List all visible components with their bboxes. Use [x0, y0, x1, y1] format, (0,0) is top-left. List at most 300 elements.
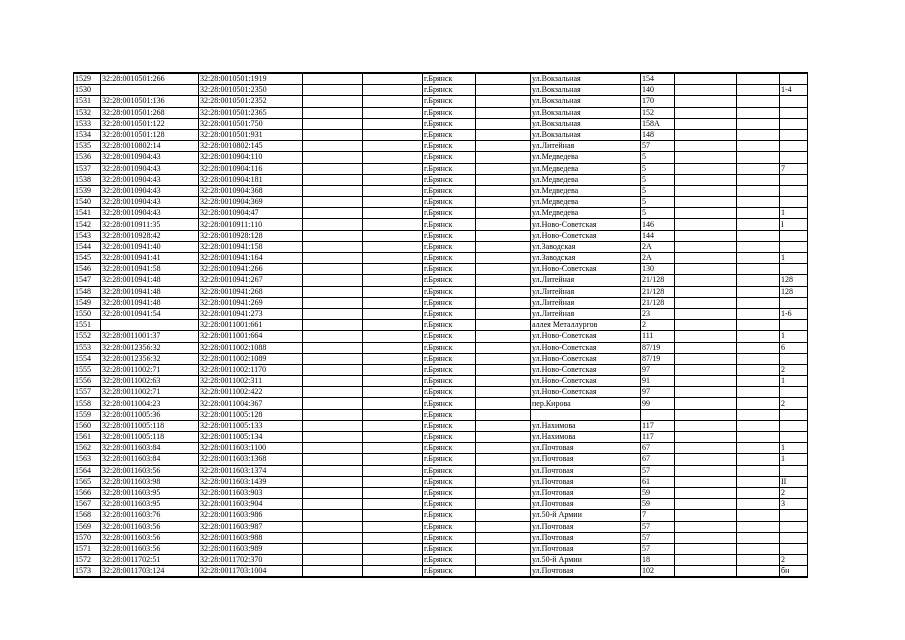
city-cell: г.Брянск	[423, 96, 476, 107]
city-cell: г.Брянск	[423, 85, 476, 96]
row-number-cell: 1554	[74, 353, 101, 364]
house-number-cell: 57	[641, 465, 675, 476]
blank-cell-e	[737, 342, 780, 353]
blank-cell-b	[363, 432, 423, 443]
table-row	[74, 241, 808, 252]
blank-cell-b	[363, 555, 423, 566]
table-row	[74, 420, 808, 431]
blank-cell-c	[476, 364, 531, 375]
blank-cell-b	[363, 286, 423, 297]
blank-cell-e	[737, 286, 780, 297]
table-row	[74, 476, 808, 487]
object-cadastral-number-cell: 32:28:0010928:128	[199, 230, 303, 241]
row-number-cell: 1547	[74, 275, 101, 286]
blank-cell-b	[363, 510, 423, 521]
blank-cell-d	[675, 454, 737, 465]
row-number-cell: 1552	[74, 331, 101, 342]
row-number-cell: 1559	[74, 409, 101, 420]
city-cell: г.Брянск	[423, 107, 476, 118]
blank-cell-e	[737, 465, 780, 476]
blank-cell-c	[476, 96, 531, 107]
table-row	[74, 185, 808, 196]
blank-cell-b	[363, 297, 423, 308]
city-cell: г.Брянск	[423, 454, 476, 465]
object-cadastral-number-cell: 32:28:0010941:266	[199, 264, 303, 275]
row-number-cell: 1567	[74, 499, 101, 510]
apartment-cell	[780, 118, 808, 129]
blank-cell-e	[737, 118, 780, 129]
table-row	[74, 465, 808, 476]
house-number-cell: 5	[641, 197, 675, 208]
table-row	[74, 230, 808, 241]
blank-cell-a	[303, 286, 363, 297]
blank-cell-b	[363, 521, 423, 532]
street-cell: ул.Медведева	[531, 197, 641, 208]
apartment-cell: 1-4	[780, 85, 808, 96]
land-cadastral-number-cell: 32:28:0011603:84	[101, 454, 199, 465]
city-cell: г.Брянск	[423, 398, 476, 409]
blank-cell-a	[303, 96, 363, 107]
row-number-cell: 1553	[74, 342, 101, 353]
street-cell: ул.Медведева	[531, 174, 641, 185]
land-cadastral-number-cell: 32:28:0010911:35	[101, 219, 199, 230]
blank-cell-d	[675, 141, 737, 152]
street-cell: ул.Вокзальная	[531, 107, 641, 118]
blank-cell-e	[737, 129, 780, 140]
land-cadastral-number-cell: 32:28:0011005:118	[101, 420, 199, 431]
row-number-cell: 1555	[74, 364, 101, 375]
blank-cell-b	[363, 185, 423, 196]
blank-cell-e	[737, 353, 780, 364]
blank-cell-e	[737, 253, 780, 264]
street-cell: ул.Почтовая	[531, 465, 641, 476]
house-number-cell: 2	[641, 320, 675, 331]
blank-cell-b	[363, 420, 423, 431]
blank-cell-c	[476, 73, 531, 85]
land-cadastral-number-cell: 32:28:0010941:54	[101, 308, 199, 319]
apartment-cell	[780, 129, 808, 140]
blank-cell-e	[737, 364, 780, 375]
row-number-cell: 1535	[74, 141, 101, 152]
land-cadastral-number-cell: 32:28:0010941:48	[101, 286, 199, 297]
table-row	[74, 141, 808, 152]
table-row	[74, 331, 808, 342]
object-cadastral-number-cell: 32:28:0011002:1170	[199, 364, 303, 375]
city-cell: г.Брянск	[423, 555, 476, 566]
object-cadastral-number-cell: 32:28:0011603:1368	[199, 454, 303, 465]
street-cell: ул.Почтовая	[531, 487, 641, 498]
blank-cell-a	[303, 253, 363, 264]
house-number-cell: 7	[641, 510, 675, 521]
object-cadastral-number-cell: 32:28:0010501:2365	[199, 107, 303, 118]
blank-cell-c	[476, 264, 531, 275]
apartment-cell: 1	[780, 376, 808, 387]
row-number-cell: 1529	[74, 73, 101, 85]
object-cadastral-number-cell: 32:28:0011002:1088	[199, 342, 303, 353]
blank-cell-d	[675, 197, 737, 208]
blank-cell-b	[363, 174, 423, 185]
street-cell: аллея Металлургов	[531, 320, 641, 331]
table-row	[74, 264, 808, 275]
street-cell: ул.Вокзальная	[531, 96, 641, 107]
table-row	[74, 376, 808, 387]
street-cell: ул.Почтовая	[531, 543, 641, 554]
object-cadastral-number-cell: 32:28:0010501:750	[199, 118, 303, 129]
apartment-cell	[780, 230, 808, 241]
apartment-cell	[780, 353, 808, 364]
apartment-cell: 128	[780, 286, 808, 297]
apartment-cell: 2	[780, 487, 808, 498]
blank-cell-d	[675, 420, 737, 431]
row-number-cell: 1551	[74, 320, 101, 331]
apartment-cell	[780, 241, 808, 252]
blank-cell-a	[303, 487, 363, 498]
house-number-cell: 158А	[641, 118, 675, 129]
table-row	[74, 129, 808, 140]
blank-cell-a	[303, 521, 363, 532]
row-number-cell: 1561	[74, 432, 101, 443]
row-number-cell: 1558	[74, 398, 101, 409]
table-row	[74, 208, 808, 219]
table-row	[74, 543, 808, 554]
object-cadastral-number-cell: 32:28:0011002:422	[199, 387, 303, 398]
apartment-cell	[780, 264, 808, 275]
city-cell: г.Брянск	[423, 73, 476, 85]
land-cadastral-number-cell: 32:28:0011005:118	[101, 432, 199, 443]
land-cadastral-number-cell: 32:28:0010941:58	[101, 264, 199, 275]
blank-cell-d	[675, 342, 737, 353]
city-cell: г.Брянск	[423, 230, 476, 241]
blank-cell-c	[476, 398, 531, 409]
blank-cell-c	[476, 230, 531, 241]
blank-cell-e	[737, 432, 780, 443]
blank-cell-b	[363, 320, 423, 331]
blank-cell-d	[675, 73, 737, 85]
blank-cell-e	[737, 409, 780, 420]
blank-cell-e	[737, 398, 780, 409]
street-cell: ул.Медведева	[531, 208, 641, 219]
blank-cell-a	[303, 219, 363, 230]
table-row	[74, 364, 808, 375]
table-row	[74, 555, 808, 566]
land-cadastral-number-cell: 32:28:0011603:98	[101, 476, 199, 487]
table-row	[74, 73, 808, 85]
table-row	[74, 107, 808, 118]
house-number-cell: 152	[641, 107, 675, 118]
street-cell: ул.Литейная	[531, 297, 641, 308]
blank-cell-d	[675, 85, 737, 96]
table-row	[74, 443, 808, 454]
blank-cell-d	[675, 152, 737, 163]
street-cell: ул.Почтовая	[531, 443, 641, 454]
apartment-cell: II	[780, 476, 808, 487]
blank-cell-a	[303, 387, 363, 398]
blank-cell-a	[303, 510, 363, 521]
city-cell: г.Брянск	[423, 308, 476, 319]
land-cadastral-number-cell: 32:28:0010904:43	[101, 152, 199, 163]
apartment-cell	[780, 73, 808, 85]
city-cell: г.Брянск	[423, 420, 476, 431]
blank-cell-c	[476, 141, 531, 152]
row-number-cell: 1548	[74, 286, 101, 297]
blank-cell-c	[476, 331, 531, 342]
street-cell: ул.Ново-Советская	[531, 342, 641, 353]
blank-cell-d	[675, 521, 737, 532]
city-cell: г.Брянск	[423, 342, 476, 353]
object-cadastral-number-cell: 32:28:0010904:116	[199, 163, 303, 174]
land-cadastral-number-cell: 32:28:0010941:41	[101, 253, 199, 264]
blank-cell-d	[675, 409, 737, 420]
row-number-cell: 1541	[74, 208, 101, 219]
city-cell: г.Брянск	[423, 566, 476, 578]
blank-cell-c	[476, 208, 531, 219]
city-cell: г.Брянск	[423, 264, 476, 275]
blank-cell-d	[675, 241, 737, 252]
street-cell: ул.Почтовая	[531, 566, 641, 578]
object-cadastral-number-cell: 32:28:0011001:664	[199, 331, 303, 342]
blank-cell-c	[476, 174, 531, 185]
table-row	[74, 320, 808, 331]
street-cell: ул.Медведева	[531, 185, 641, 196]
row-number-cell: 1545	[74, 253, 101, 264]
apartment-cell: 1	[780, 454, 808, 465]
blank-cell-e	[737, 85, 780, 96]
blank-cell-a	[303, 555, 363, 566]
blank-cell-b	[363, 163, 423, 174]
blank-cell-b	[363, 532, 423, 543]
blank-cell-d	[675, 476, 737, 487]
land-cadastral-number-cell: 32:28:0011603:56	[101, 521, 199, 532]
row-number-cell: 1573	[74, 566, 101, 578]
street-cell: ул.Почтовая	[531, 532, 641, 543]
row-number-cell: 1571	[74, 543, 101, 554]
city-cell: г.Брянск	[423, 510, 476, 521]
street-cell: ул.50-й Армии	[531, 510, 641, 521]
apartment-cell: бн	[780, 566, 808, 578]
land-cadastral-number-cell: 32:28:0011002:71	[101, 364, 199, 375]
blank-cell-a	[303, 499, 363, 510]
blank-cell-d	[675, 387, 737, 398]
row-number-cell: 1533	[74, 118, 101, 129]
street-cell: ул.Почтовая	[531, 521, 641, 532]
house-number-cell: 117	[641, 420, 675, 431]
blank-cell-d	[675, 510, 737, 521]
row-number-cell: 1544	[74, 241, 101, 252]
apartment-cell	[780, 107, 808, 118]
street-cell: ул.Литейная	[531, 275, 641, 286]
row-number-cell: 1549	[74, 297, 101, 308]
blank-cell-d	[675, 230, 737, 241]
blank-cell-c	[476, 297, 531, 308]
land-cadastral-number-cell: 32:28:0010904:43	[101, 197, 199, 208]
apartment-cell	[780, 465, 808, 476]
land-cadastral-number-cell: 32:28:0010904:43	[101, 185, 199, 196]
blank-cell-a	[303, 185, 363, 196]
blank-cell-a	[303, 73, 363, 85]
blank-cell-d	[675, 219, 737, 230]
blank-cell-d	[675, 398, 737, 409]
blank-cell-a	[303, 275, 363, 286]
blank-cell-a	[303, 331, 363, 342]
table-row	[74, 532, 808, 543]
city-cell: г.Брянск	[423, 118, 476, 129]
house-number-cell: 146	[641, 219, 675, 230]
street-cell: ул.Почтовая	[531, 476, 641, 487]
blank-cell-c	[476, 185, 531, 196]
apartment-cell: 2	[780, 364, 808, 375]
table-row	[74, 409, 808, 420]
land-cadastral-number-cell: 32:28:0011005:36	[101, 409, 199, 420]
city-cell: г.Брянск	[423, 521, 476, 532]
table-row	[74, 487, 808, 498]
blank-cell-d	[675, 308, 737, 319]
blank-cell-b	[363, 566, 423, 578]
apartment-cell: 1	[780, 443, 808, 454]
table-row	[74, 499, 808, 510]
apartment-cell	[780, 152, 808, 163]
apartment-cell	[780, 320, 808, 331]
row-number-cell: 1534	[74, 129, 101, 140]
row-number-cell: 1566	[74, 487, 101, 498]
street-cell: ул.Литейная	[531, 308, 641, 319]
house-number-cell: 5	[641, 208, 675, 219]
blank-cell-a	[303, 230, 363, 241]
row-number-cell: 1531	[74, 96, 101, 107]
object-cadastral-number-cell: 32:28:0011002:311	[199, 376, 303, 387]
land-cadastral-number-cell: 32:28:0010501:122	[101, 118, 199, 129]
blank-cell-c	[476, 454, 531, 465]
blank-cell-c	[476, 376, 531, 387]
blank-cell-c	[476, 85, 531, 96]
object-cadastral-number-cell: 32:28:0010904:369	[199, 197, 303, 208]
house-number-cell: 148	[641, 129, 675, 140]
house-number-cell: 23	[641, 308, 675, 319]
blank-cell-a	[303, 174, 363, 185]
blank-cell-b	[363, 264, 423, 275]
blank-cell-a	[303, 476, 363, 487]
land-cadastral-number-cell	[101, 320, 199, 331]
city-cell: г.Брянск	[423, 409, 476, 420]
blank-cell-d	[675, 364, 737, 375]
house-number-cell: 87/19	[641, 342, 675, 353]
table-row	[74, 219, 808, 230]
blank-cell-e	[737, 566, 780, 578]
city-cell: г.Брянск	[423, 197, 476, 208]
house-number-cell: 87/19	[641, 353, 675, 364]
street-cell: ул.Медведева	[531, 152, 641, 163]
blank-cell-e	[737, 476, 780, 487]
blank-cell-b	[363, 454, 423, 465]
property-register-table	[73, 72, 808, 578]
city-cell: г.Брянск	[423, 376, 476, 387]
street-cell: ул.Литейная	[531, 141, 641, 152]
blank-cell-e	[737, 443, 780, 454]
blank-cell-a	[303, 163, 363, 174]
apartment-cell	[780, 420, 808, 431]
house-number-cell: 67	[641, 454, 675, 465]
apartment-cell	[780, 185, 808, 196]
land-cadastral-number-cell: 32:28:0011002:71	[101, 387, 199, 398]
object-cadastral-number-cell: 32:28:0011002:1089	[199, 353, 303, 364]
apartment-cell	[780, 197, 808, 208]
blank-cell-e	[737, 141, 780, 152]
blank-cell-e	[737, 264, 780, 275]
city-cell: г.Брянск	[423, 208, 476, 219]
blank-cell-b	[363, 230, 423, 241]
row-number-cell: 1557	[74, 387, 101, 398]
object-cadastral-number-cell: 32:28:0010501:2350	[199, 85, 303, 96]
apartment-cell	[780, 409, 808, 420]
land-cadastral-number-cell: 32:28:0011004:23	[101, 398, 199, 409]
house-number-cell: 57	[641, 521, 675, 532]
land-cadastral-number-cell: 32:28:0010941:40	[101, 241, 199, 252]
land-cadastral-number-cell: 32:28:0011603:56	[101, 532, 199, 543]
street-cell: ул.Нахимова	[531, 420, 641, 431]
table-row	[74, 566, 808, 578]
house-number-cell: 117	[641, 432, 675, 443]
apartment-cell: 2	[780, 555, 808, 566]
table-row	[74, 398, 808, 409]
blank-cell-c	[476, 107, 531, 118]
city-cell: г.Брянск	[423, 152, 476, 163]
blank-cell-d	[675, 185, 737, 196]
blank-cell-d	[675, 320, 737, 331]
object-cadastral-number-cell: 32:28:0011703:1004	[199, 566, 303, 578]
blank-cell-b	[363, 85, 423, 96]
blank-cell-e	[737, 73, 780, 85]
object-cadastral-number-cell: 32:28:0011005:133	[199, 420, 303, 431]
row-number-cell: 1538	[74, 174, 101, 185]
house-number-cell	[641, 409, 675, 420]
blank-cell-a	[303, 432, 363, 443]
apartment-cell	[780, 174, 808, 185]
blank-cell-b	[363, 118, 423, 129]
row-number-cell: 1562	[74, 443, 101, 454]
house-number-cell: 61	[641, 476, 675, 487]
apartment-cell	[780, 510, 808, 521]
street-cell: ул.Вокзальная	[531, 129, 641, 140]
house-number-cell: 5	[641, 163, 675, 174]
blank-cell-d	[675, 107, 737, 118]
land-cadastral-number-cell: 32:28:0011703:124	[101, 566, 199, 578]
blank-cell-d	[675, 297, 737, 308]
blank-cell-a	[303, 566, 363, 578]
apartment-cell	[780, 96, 808, 107]
blank-cell-d	[675, 129, 737, 140]
house-number-cell: 59	[641, 499, 675, 510]
city-cell: г.Брянск	[423, 432, 476, 443]
row-number-cell: 1568	[74, 510, 101, 521]
house-number-cell: 57	[641, 141, 675, 152]
table-row	[74, 286, 808, 297]
apartment-cell	[780, 532, 808, 543]
blank-cell-e	[737, 152, 780, 163]
house-number-cell: 99	[641, 398, 675, 409]
blank-cell-c	[476, 443, 531, 454]
street-cell: ул.Ново-Советская	[531, 219, 641, 230]
street-cell: ул.Ново-Советская	[531, 387, 641, 398]
object-cadastral-number-cell: 32:28:0011005:128	[199, 409, 303, 420]
city-cell: г.Брянск	[423, 543, 476, 554]
blank-cell-d	[675, 555, 737, 566]
apartment-cell: 2	[780, 398, 808, 409]
blank-cell-b	[363, 364, 423, 375]
blank-cell-e	[737, 185, 780, 196]
street-cell: ул.Почтовая	[531, 454, 641, 465]
blank-cell-c	[476, 152, 531, 163]
blank-cell-a	[303, 129, 363, 140]
blank-cell-a	[303, 376, 363, 387]
